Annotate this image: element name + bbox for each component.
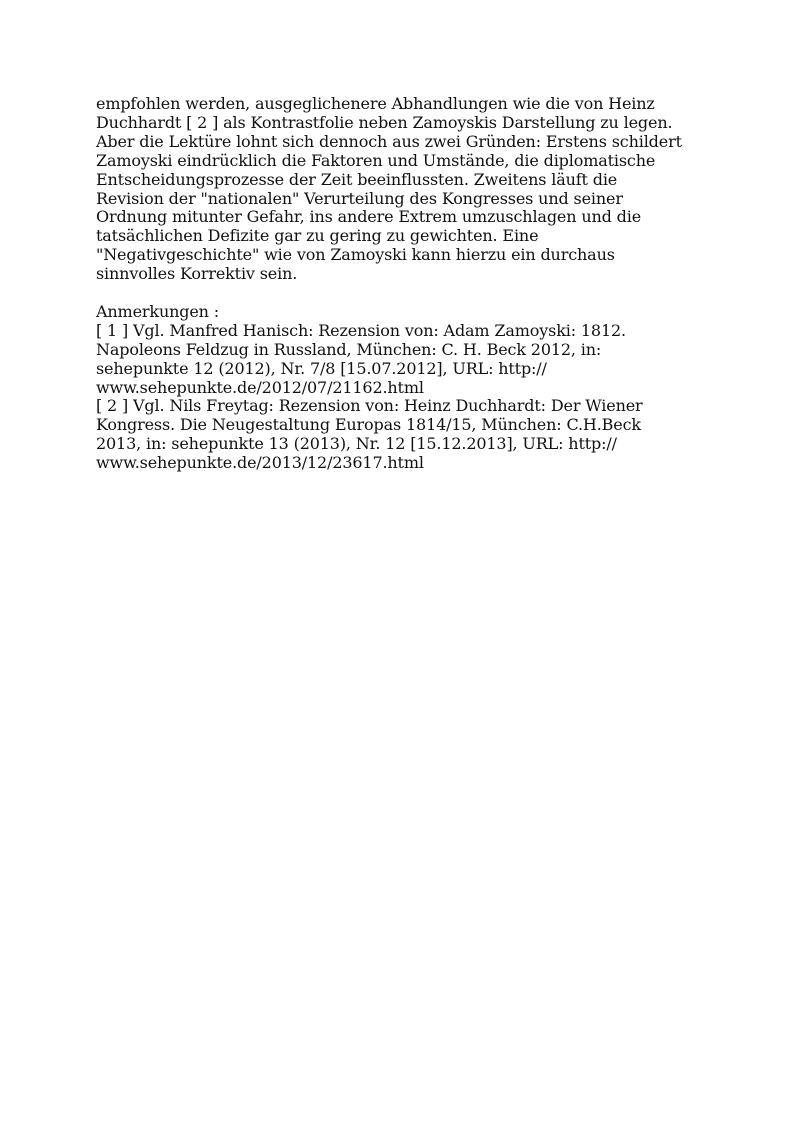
body-line: Zamoyski eindrücklich die Faktoren und Umstände, die diplomatische [96,150,656,170]
body-line: Duchhardt [ 2 ] als Kontrastfolie neben Zamoyskis Darstellung zu legen. [96,112,673,132]
body-line: Entscheidungsprozesse der Zeit beeinflussten. Zweitens läuft die [96,169,618,189]
body-line: Revision der "nationalen" Verurteilung des Kongresses und seiner [96,188,623,208]
footnote-url-line: www.sehepunkte.de/2012/07/21162.html [96,377,424,397]
footnote-url-line: www.sehepunkte.de/2013/12/23617.html [96,453,424,473]
body-paragraph [96,95,716,284]
footnote-1 [96,322,716,398]
body-line: tatsächlichen Defizite gar zu gering zu gewichten. Eine [96,226,539,246]
footnote-line: Kongress. Die Neugestaltung Europas 1814/15, München: C.H.Beck [96,415,641,435]
body-line: "Negativgeschichte" wie von Zamoyski kann hierzu ein durchaus [96,245,615,265]
paragraph-spacer [96,284,716,303]
body-line: empfohlen werden, ausgeglichenere Abhandlungen wie die von Heinz [96,94,655,113]
notes-section [96,303,716,473]
footnote-line: sehepunkte 12 (2012), Nr. 7/8 [15.07.2012], URL: http:// [96,358,547,378]
footnote-line: [ 1 ] Vgl. Manfred Hanisch: Rezension von: Adam Zamoyski: 1812. [96,320,626,340]
footnote-line: Napoleons Feldzug in Russland, München: C. H. Beck 2012, in: [96,339,602,359]
body-line: sinnvolles Korrektiv sein. [96,264,298,284]
footnote-line: [ 2 ] Vgl. Nils Freytag: Rezension von: Heinz Duchhardt: Der Wiener [96,396,643,416]
notes-heading: Anmerkungen : [96,301,219,321]
footnote-line: 2013, in: sehepunkte 13 (2013), Nr. 12 [15.12.2013], URL: http:// [96,434,617,454]
document-page [96,95,716,473]
footnote-2 [96,397,716,473]
body-line: Ordnung mitunter Gefahr, ins andere Extrem umzuschlagen und die [96,207,642,227]
body-line: Aber die Lektüre lohnt sich dennoch aus zwei Gründen: Erstens schildert [96,131,682,151]
